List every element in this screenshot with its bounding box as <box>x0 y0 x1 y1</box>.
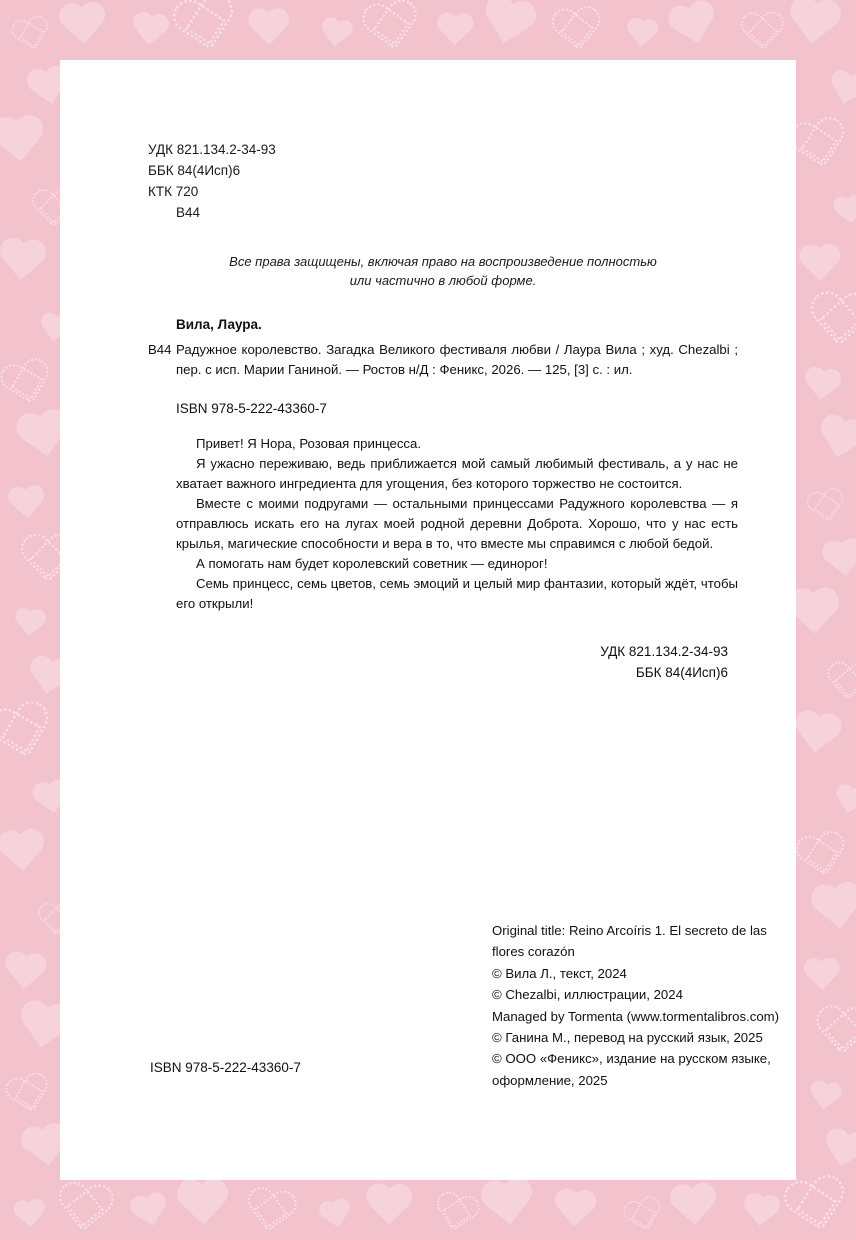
ktk-code-top: КТК 720 <box>148 183 199 199</box>
bbk-code-bottom: ББК 84(4Исп)6 <box>635 665 728 681</box>
copyright-publisher-line-1: © ООО «Феникс», издание на русском языке, <box>492 1051 771 1067</box>
bibliographic-marker: В44 <box>148 341 172 357</box>
bibliographic-description <box>148 340 738 381</box>
blurb-paragraph-3: Вместе с моими подругами — остальными принцессами Радужного королевства — я отправлюсь искать его на лугах моей родной деревни Доброта. Хорошо, что у нас есть крылья, магические способности и вера в то, что вместе мы справимся с любой бедой. <box>176 495 738 551</box>
copyright-managed-by: Managed by Tormenta (www.tormentalibros.com) <box>492 1008 780 1024</box>
blurb-paragraph-2: Я ужасно переживаю, ведь приближается мой самый любимый фестиваль, а у нас не хватает важного ингредиента для угощения, без которого торжество не состоится. <box>176 455 738 491</box>
library-codes-bottom <box>148 642 738 684</box>
rights-notice-line-1: Все права защищены, включая право на воспроизведение полностью <box>229 253 657 269</box>
copyright-publisher-line-2: оформление, 2025 <box>492 1072 608 1088</box>
copyright-translator: © Ганина М., перевод на русский язык, 2025 <box>492 1029 763 1045</box>
udk-code-bottom: УДК 821.134.2-34-93 <box>600 644 728 660</box>
copyright-illustrator: © Chezalbi, иллюстрации, 2024 <box>492 987 683 1003</box>
book-blurb <box>148 434 738 615</box>
copyright-block <box>492 920 792 1091</box>
original-title-line-1: Original title: Reino Arcoíris 1. El secreto de las <box>492 923 767 938</box>
rights-notice-line-2: или частично в любой форме. <box>349 273 537 289</box>
imprint-content <box>148 140 738 684</box>
blurb-paragraph-1: Привет! Я Нора, Розовая принцесса. <box>196 435 422 451</box>
isbn-top: ISBN 978-5-222-43360-7 <box>176 400 327 416</box>
author-heading: Вила, Лаура. <box>176 316 262 332</box>
isbn-bottom: ISBN 978-5-222-43360-7 <box>150 1060 301 1075</box>
rights-notice <box>148 252 738 291</box>
udk-code-top: УДК 821.134.2-34-93 <box>148 142 276 157</box>
catalog-index: В44 <box>176 204 201 220</box>
blurb-paragraph-5: Семь принцесс, семь цветов, семь эмоций и целый мир фантазии, который ждёт, чтобы его открыли! <box>176 576 738 612</box>
bbk-code-top: ББК 84(4Исп)6 <box>148 162 241 178</box>
original-title-line-2: flores corazón <box>492 944 575 960</box>
library-codes-top <box>148 140 738 224</box>
bibliographic-text: Радужное королевство. Загадка Великого фестиваля любви / Лаура Вила ; худ. Chezalbi ; пер. с исп. Марии Ганиной. — Ростов н/Д : Феникс, 2026. — 125, [3] с. : ил. <box>176 341 738 378</box>
blurb-paragraph-4: А помогать нам будет королевский советник — единорог! <box>196 555 548 571</box>
book-page-paper <box>60 60 796 1180</box>
copyright-author: © Вила Л., текст, 2024 <box>492 965 627 981</box>
